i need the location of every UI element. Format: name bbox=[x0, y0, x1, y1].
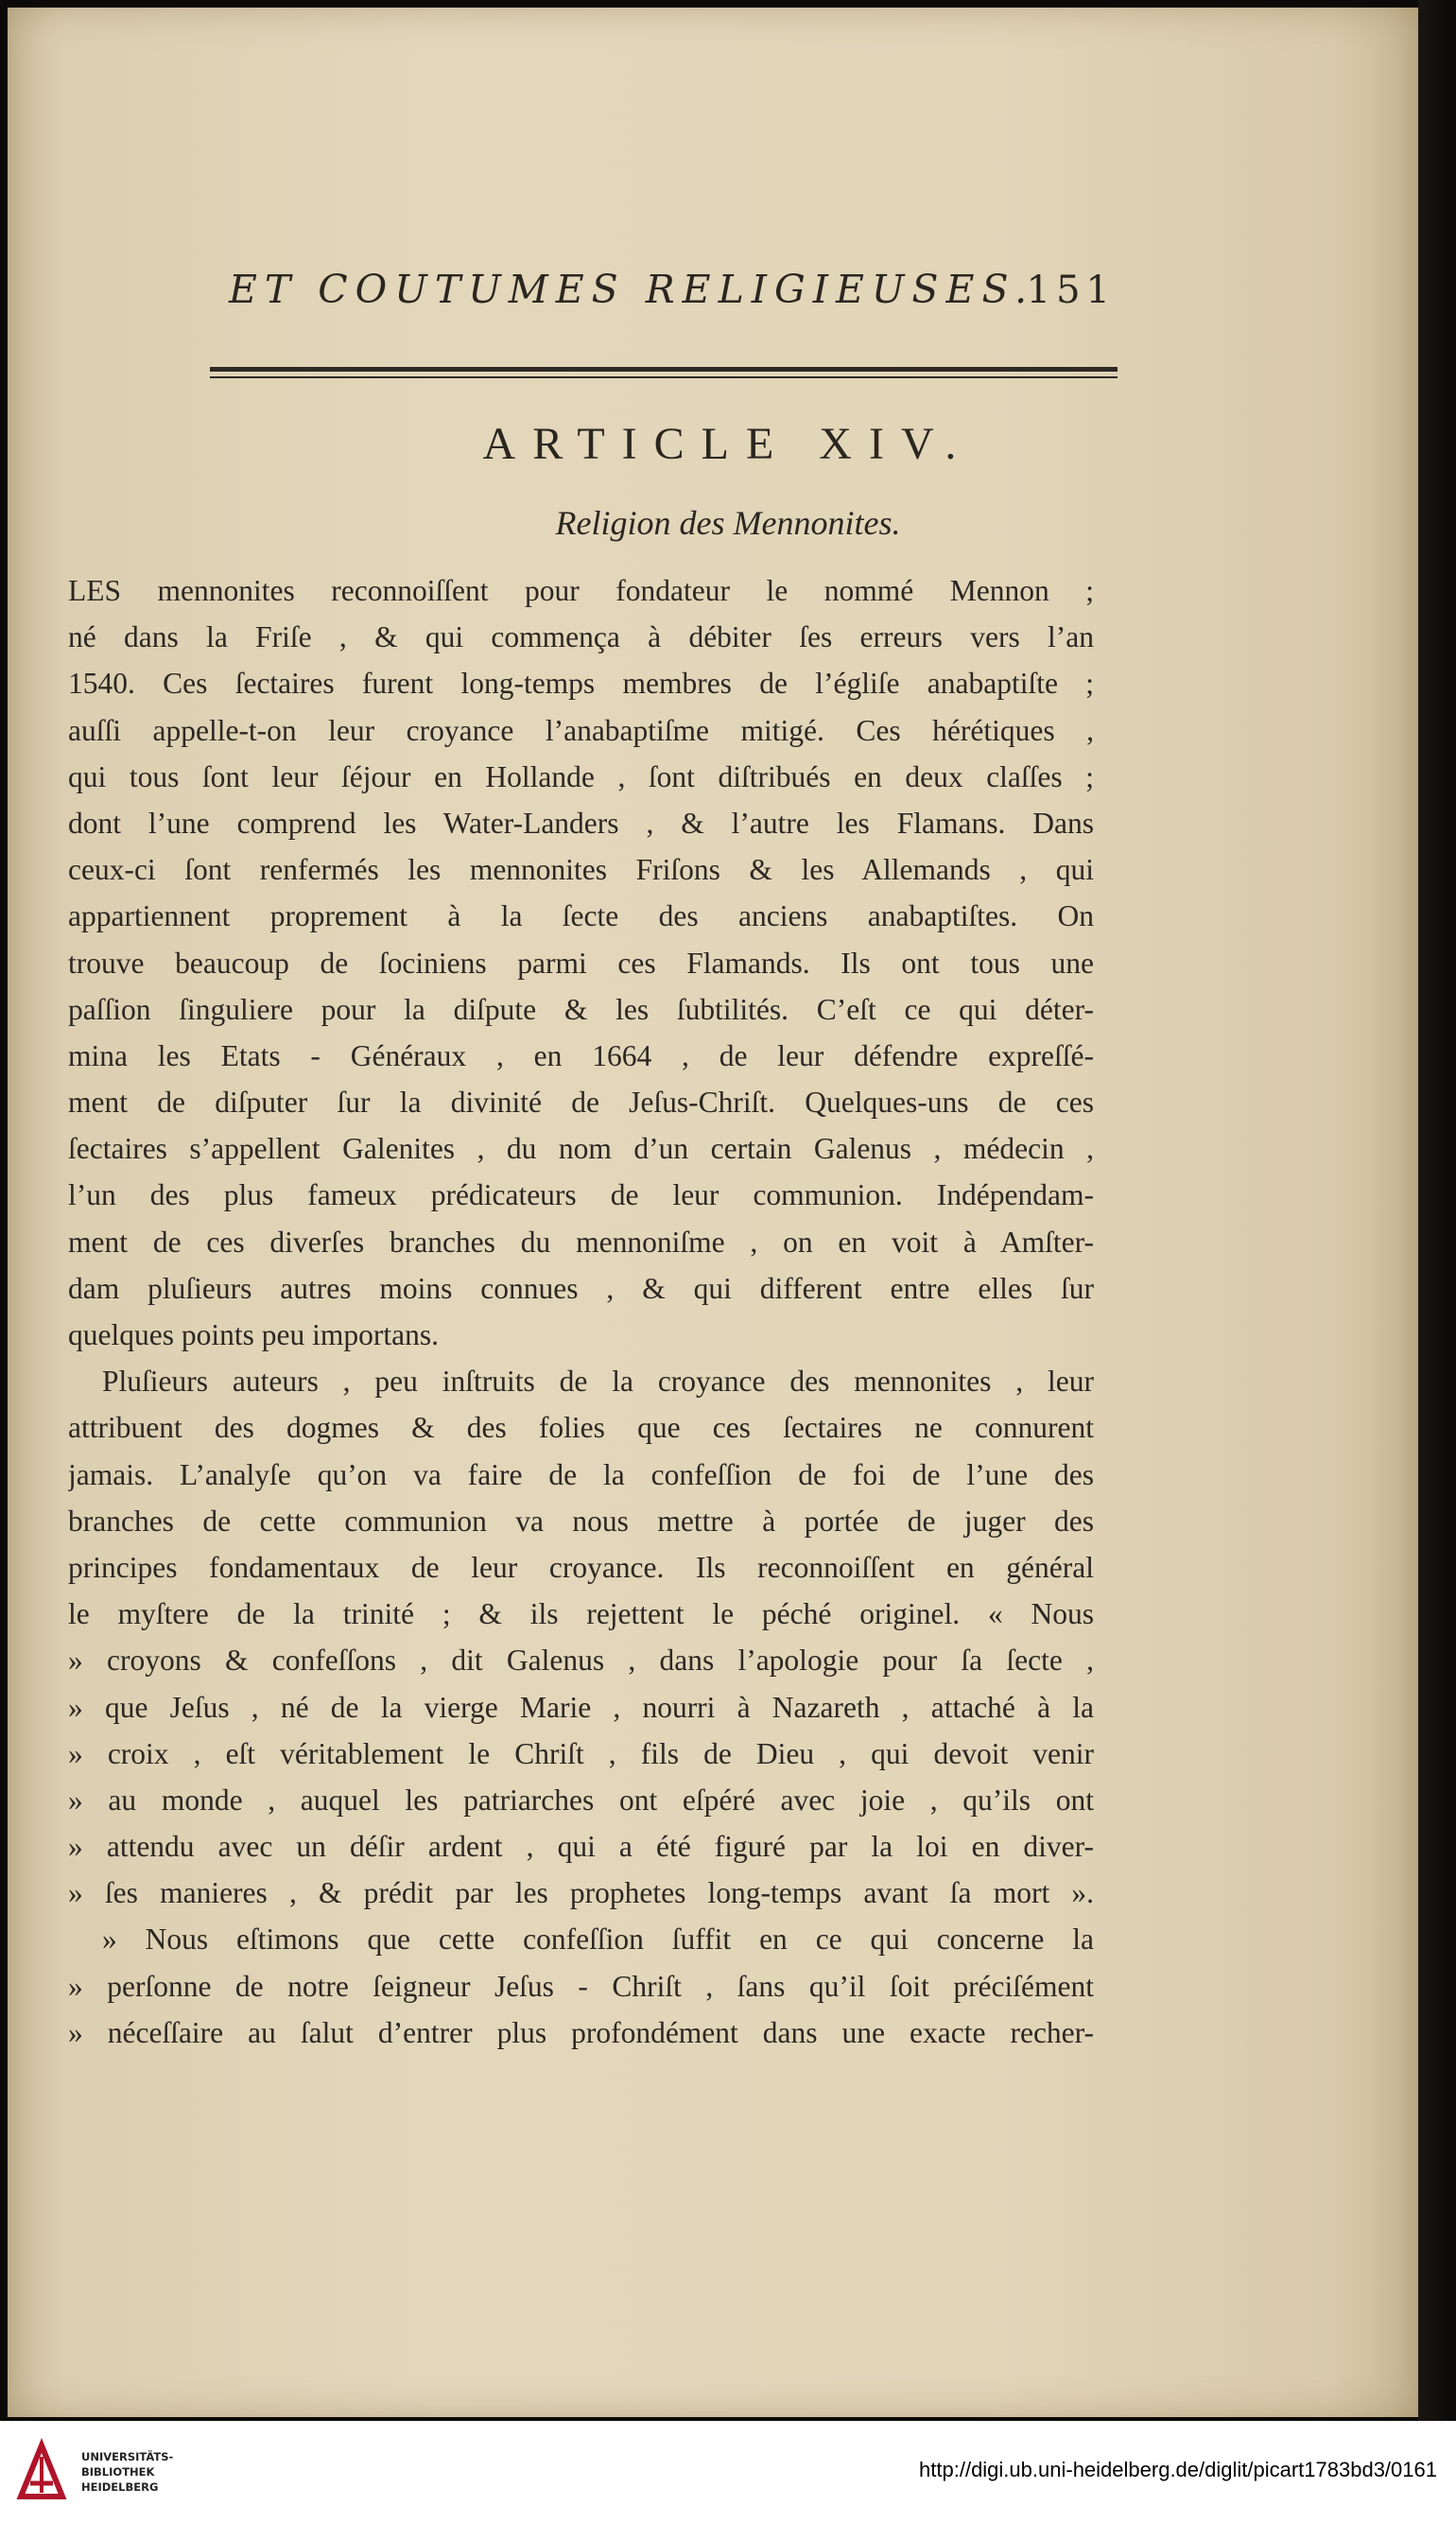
running-title: ET COUTUMES RELIGIEUSES. bbox=[229, 267, 1035, 312]
text-line: » perſonne de notre ſeigneur Jeſus - Chriſt , ſans qu’il ſoit préciſément bbox=[68, 1969, 1094, 2003]
page-number: 151 bbox=[1026, 269, 1116, 312]
article-heading: ARTICLE XIV. bbox=[482, 419, 974, 469]
text-line: » attendu avec un déſir ardent , qui a été figuré par la loi en diver- bbox=[68, 1830, 1094, 1864]
text-line: » au monde , auquel les patriarches ont eſpéré avec joie , qu’ils ont bbox=[68, 1783, 1094, 1817]
text-line: » Nous eſtimons que cette confeſſion ſuffit en ce qui concerne la bbox=[102, 1923, 1094, 1957]
article-subtitle: Religion des Mennonites. bbox=[555, 504, 901, 542]
text-line: dam pluſieurs autres moins connues , & qui different entre elles ſur bbox=[68, 1271, 1094, 1305]
text-line: » croix , eſt véritablement le Chriſt , fils de Dieu , qui devoit venir bbox=[68, 1736, 1094, 1770]
text-line: appartiennent proprement à la ſecte des anciens anabaptiſtes. On bbox=[68, 899, 1094, 933]
text-line: né dans la Friſe , & qui commença à débiter ſes erreurs vers l’an bbox=[68, 620, 1094, 654]
text-line: Pluſieurs auteurs , peu inſtruits de la croyance des mennonites , leur bbox=[102, 1365, 1094, 1399]
text-line: » croyons & confeſſons , dit Galenus , dans l’apologie pour ſa ſecte , bbox=[68, 1644, 1094, 1678]
text-line: qui tous ſont leur ſéjour en Hollande , ſont diſtribués en deux claſſes ; bbox=[68, 759, 1094, 793]
library-name-line: BIBLIOTHEK bbox=[81, 2465, 155, 2479]
library-logo-icon bbox=[13, 2438, 70, 2504]
text-line: dont l’une comprend les Water-Landers , & l’autre les Flamans. Dans bbox=[68, 806, 1094, 840]
library-name-line: UNIVERSITÄTS- bbox=[81, 2450, 174, 2463]
library-name-line: HEIDELBERG bbox=[81, 2480, 159, 2494]
text-line: attribuent des dogmes & des folies que ces ſectaires ne connurent bbox=[68, 1411, 1094, 1445]
text-line: ceux-ci ſont renfermés les mennonites Friſons & les Allemands , qui bbox=[68, 853, 1094, 887]
permalink-url[interactable]: http://digi.ub.uni-heidelberg.de/diglit/picart1783bd3/0161 bbox=[919, 2458, 1437, 2481]
text-line: LES mennonites reconnoiſſent pour fondateur le nommé Mennon ; bbox=[68, 574, 1094, 607]
text-line: quelques points peu importans. bbox=[68, 1318, 439, 1351]
header-rule bbox=[210, 367, 1118, 372]
header-rule-thin bbox=[210, 376, 1118, 378]
text-line: » néceſſaire au ſalut d’entrer plus profondément dans une exacte recher- bbox=[68, 2015, 1094, 2049]
page-edge bbox=[1418, 0, 1456, 2421]
text-line: » ſes manieres , & prédit par les prophetes long-temps avant ſa mort ». bbox=[68, 1876, 1094, 1910]
text-line: mina les Etats - Généraux , en 1664 , de leur défendre expreſſé- bbox=[68, 1038, 1094, 1072]
text-line: principes fondamentaux de leur croyance. Ils reconnoiſſent en général bbox=[68, 1550, 1094, 1584]
text-line: branches de cette communion va nous mettre à portée de juger des bbox=[68, 1504, 1094, 1538]
text-line: 1540. Ces ſectaires furent long-temps membres de l’égliſe anabaptiſte ; bbox=[68, 667, 1094, 701]
text-line: l’un des plus fameux prédicateurs de leur communion. Indépendam- bbox=[68, 1178, 1094, 1212]
text-line: jamais. L’analyſe qu’on va faire de la confeſſion de foi de l’une des bbox=[68, 1457, 1094, 1491]
text-line: paſſion ſinguliere pour la diſpute & les ſubtilités. C’eſt ce qui déter- bbox=[68, 992, 1094, 1026]
text-line: ment de diſputer ſur la divinité de Jeſus-Chriſt. Quelques-uns de ces bbox=[68, 1086, 1094, 1120]
text-line: le myſtere de la trinité ; & ils rejettent le péché originel. « Nous bbox=[68, 1597, 1094, 1631]
text-line: ſectaires s’appellent Galenites , du nom d’un certain Galenus , médecin , bbox=[68, 1132, 1094, 1166]
text-line: auſſi appelle-t-on leur croyance l’anabaptiſme mitigé. Ces hérétiques , bbox=[68, 713, 1094, 747]
text-line: trouve beaucoup de ſociniens parmi ces Flamands. Ils ont tous une bbox=[68, 946, 1094, 980]
body-text bbox=[68, 567, 1094, 2056]
library-name bbox=[81, 2449, 214, 2506]
text-line: » que Jeſus , né de la vierge Marie , nourri à Nazareth , attaché à la bbox=[68, 1690, 1094, 1724]
text-line: ment de ces diverſes branches du mennoniſme , on en voit à Amſter- bbox=[68, 1225, 1094, 1259]
